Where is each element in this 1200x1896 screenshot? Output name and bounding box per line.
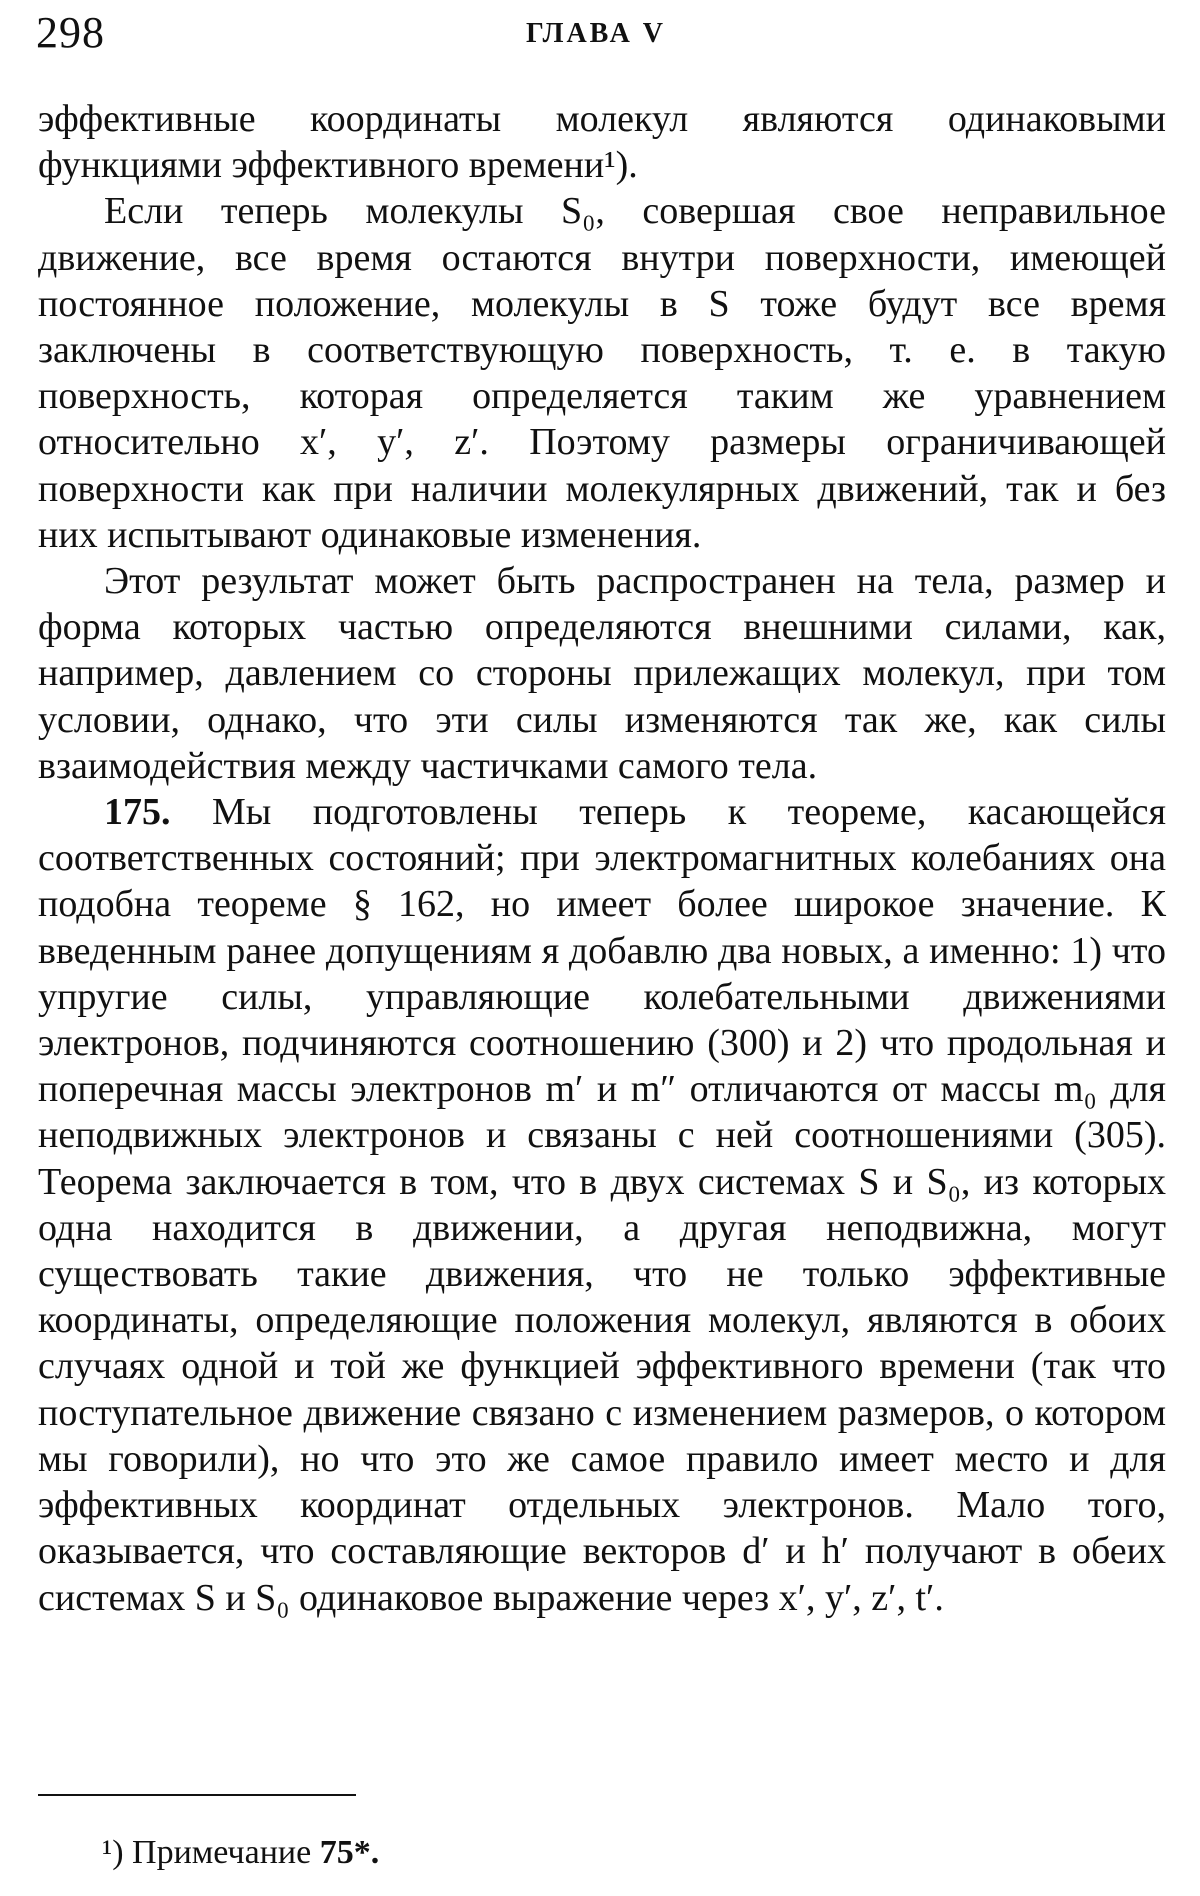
footnote-label: Примечание [132,1834,312,1871]
section-175-text: Мы подготовлены теперь к теореме, касающейся соответственных состояний; при электромагнитных колебаниях она подобна теореме § 162, но имеет более широкое значение. К введенным ранее допущениям я добавлю два новых, а именно: 1) что упругие силы, управляющие колебательными движениями электронов, подчиняются соотношению (300) и 2) что продольная и поперечная массы электронов m′ и m″ отличаются от массы m₀ для неподвижных электронов и связаны с ней соотношениями (305). Теорема заключается в том, что в двух системах S и S₀, из которых одна находится в движении, а другая неподвижна, могут существовать такие движения, что не только эффективные координаты, определяющие положения молекул, являются в обоих случаях одной и той же функцией эффективного времени (так что поступательное движение связано с изменением размеров, о котором мы говорили), но что это же самое правило имеет место и для эффективных координат отдельных электронов. Мало того, оказывается, что составляющие векторов d′ и h′ получают в обеих системах S и S₀ одинаковое выражение через x′, y′, z′, t′. [38,791,1167,1619]
footnote-divider [38,1794,356,1796]
footnote-marker: ¹) [102,1834,124,1871]
body-text [38,96,1166,1621]
page-number: 298 [36,8,105,57]
paragraph-continuation: эффективные координаты молекул являются одинаковыми функциями эффективного времени¹). [38,98,1166,187]
section-number: 175. [104,791,171,834]
paragraph-surface: Если теперь молекулы S₀, совершая свое неправильное движение, все время остаются внутри поверхности, имеющей постоянное положение, молекулы в S тоже будут все время заключены в соответствующую поверхность, т. е. в такую поверхность, которая определяется таким же уравнением относительно x′, y′, z′. Поэтому размеры ограничивающей поверхности как при наличии молекулярных движений, так и без них испытывают одинаковые изменения. [38,190,1166,556]
paragraph-bodies: Этот результат может быть распространен на тела, размер и форма которых частью определяются внешними силами, как, например, давлением со стороны прилежащих молекул, при том условии, однако, что эти силы изменяются так же, как силы взаимодействия между частичками самого тела. [38,560,1166,787]
footnote-reference: 75*. [319,1834,380,1871]
paragraph-section-175 [38,789,1166,1621]
page-header [36,8,1166,58]
footnote [102,1832,379,1874]
running-head: ГЛАВА V [526,18,667,49]
